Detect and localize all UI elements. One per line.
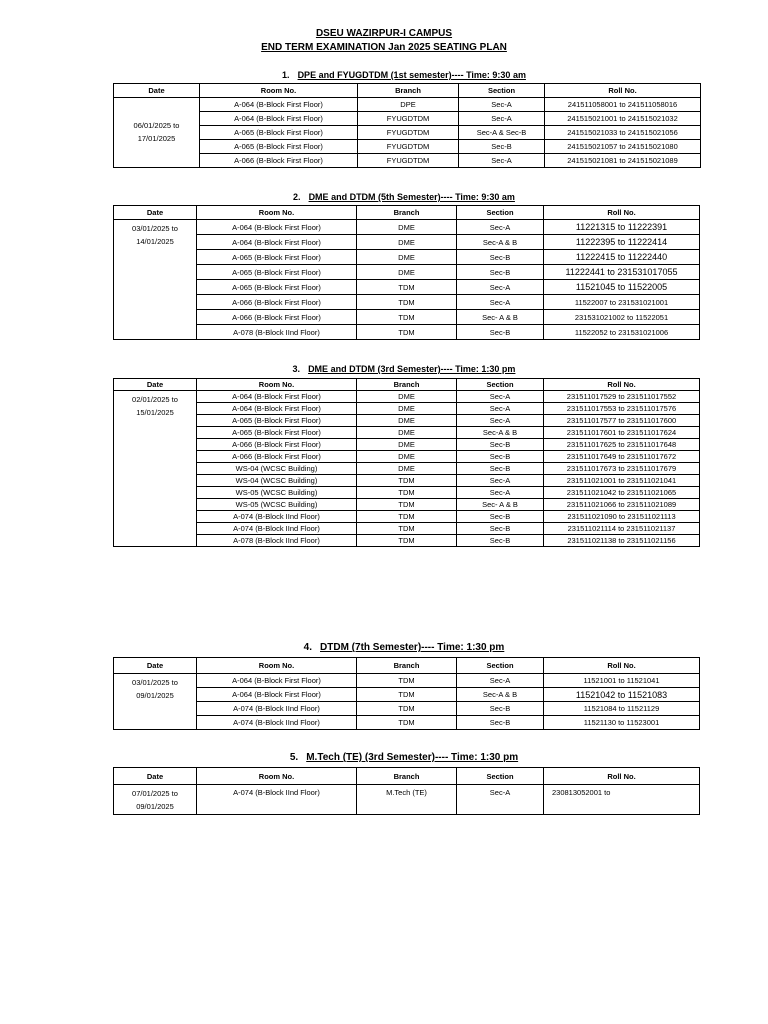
branch-cell: TDM <box>357 535 457 547</box>
section-5-table <box>113 767 700 815</box>
table-row <box>114 415 700 427</box>
section-cell: Sec- A & B <box>457 310 544 325</box>
section-cell: Sec-A & B <box>457 688 544 702</box>
room-cell: A-066 (B-Block First Floor) <box>197 310 357 325</box>
roll-cell: 11521130 to 11523001 <box>544 716 700 730</box>
table-row <box>114 265 700 280</box>
table-row <box>114 688 700 702</box>
section-cell: Sec-A & B <box>457 235 544 250</box>
section-cell: Sec-B <box>457 265 544 280</box>
table-row <box>114 126 701 140</box>
table-row <box>114 325 700 340</box>
roll-cell: 241511058001 to 241511058016 <box>545 98 701 112</box>
section-title: DME and DTDM (3rd Semester)---- Time: 1:30 pm <box>308 364 516 374</box>
section-cell: Sec-A <box>457 403 544 415</box>
room-cell: A-066 (B-Block First Floor) <box>197 451 357 463</box>
col-date: Date <box>114 768 197 785</box>
col-room: Room No. <box>197 206 357 220</box>
room-cell: A-074 (B-Block IInd Floor) <box>197 702 357 716</box>
col-section: Section <box>459 84 545 98</box>
table-row <box>114 427 700 439</box>
room-cell: A-064 (B-Block First Floor) <box>197 391 357 403</box>
section-1-heading <box>0 70 768 80</box>
room-cell: A-065 (B-Block First Floor) <box>200 126 358 140</box>
table-row <box>114 310 700 325</box>
section-cell: Sec-A <box>459 154 545 168</box>
roll-cell: 11222415 to 11222440 <box>544 250 700 265</box>
roll-cell: 231511021066 to 231511021089 <box>544 499 700 511</box>
table-row <box>114 295 700 310</box>
col-section: Section <box>457 768 544 785</box>
section-1-table <box>113 83 701 168</box>
roll-cell: 231511017673 to 231511017679 <box>544 463 700 475</box>
roll-cell: 11222395 to 11222414 <box>544 235 700 250</box>
col-section: Section <box>457 379 544 391</box>
roll-cell: 231531021002 to 11522051 <box>544 310 700 325</box>
section-cell: Sec-A <box>457 785 544 815</box>
col-date: Date <box>114 206 197 220</box>
table-row <box>114 250 700 265</box>
branch-cell: DME <box>357 415 457 427</box>
col-roll: Roll No. <box>544 379 700 391</box>
section-cell: Sec-A <box>457 487 544 499</box>
section-cell: Sec-A <box>459 112 545 126</box>
room-cell: A-074 (B-Block IInd Floor) <box>197 785 357 815</box>
header-row <box>114 84 701 98</box>
section-2-heading <box>0 192 768 202</box>
room-cell: A-065 (B-Block First Floor) <box>197 415 357 427</box>
campus-title: DSEU WAZIRPUR-I CAMPUS <box>315 28 453 39</box>
section-cell: Sec- A & B <box>457 499 544 511</box>
exam-title: END TERM EXAMINATION Jan 2025 SEATING PLAN <box>261 42 507 53</box>
roll-cell: 231511021042 to 231511021065 <box>544 487 700 499</box>
section-title: M.Tech (TE) (3rd Semester)---- Time: 1:30 pm <box>306 752 519 763</box>
col-branch: Branch <box>357 379 457 391</box>
col-room: Room No. <box>197 379 357 391</box>
table-row <box>114 702 700 716</box>
room-cell: A-078 (B-Block IInd Floor) <box>197 535 357 547</box>
roll-cell: 231511017577 to 231511017600 <box>544 415 700 427</box>
room-cell: A-065 (B-Block First Floor) <box>197 427 357 439</box>
section-cell: Sec-A <box>459 98 545 112</box>
roll-cell: 231511017601 to 231511017624 <box>544 427 700 439</box>
section-cell: Sec-A <box>457 220 544 235</box>
section-cell: Sec-B <box>459 140 545 154</box>
branch-cell: FYUGDTDM <box>358 112 459 126</box>
table-row <box>114 235 700 250</box>
branch-cell: TDM <box>357 499 457 511</box>
branch-cell: DME <box>357 235 457 250</box>
roll-cell: 11521001 to 11521041 <box>544 674 700 688</box>
branch-cell: DME <box>357 403 457 415</box>
date-cell: 06/01/2025 to 17/01/2025 <box>114 98 200 168</box>
section-number: 4. <box>303 642 313 653</box>
branch-cell: TDM <box>357 325 457 340</box>
col-date: Date <box>114 658 197 674</box>
branch-cell: DME <box>357 427 457 439</box>
room-cell: A-064 (B-Block First Floor) <box>197 688 357 702</box>
branch-cell: TDM <box>357 716 457 730</box>
room-cell: A-064 (B-Block First Floor) <box>200 98 358 112</box>
roll-cell: 231511021090 to 231511021113 <box>544 511 700 523</box>
section-cell: Sec-B <box>457 523 544 535</box>
table-row <box>114 439 700 451</box>
table-row <box>114 535 700 547</box>
section-number: 1. <box>282 70 290 80</box>
roll-cell: 241515021057 to 241515021080 <box>545 140 701 154</box>
roll-cell: 11221315 to 11222391 <box>544 220 700 235</box>
section-cell: Sec-B <box>457 535 544 547</box>
section-cell: Sec-A & Sec-B <box>459 126 545 140</box>
table-row <box>114 487 700 499</box>
roll-cell: 11521042 to 11521083 <box>544 688 700 702</box>
room-cell: WS-05 (WCSC Building) <box>197 487 357 499</box>
date-cell: 03/01/2025 to 14/01/2025 <box>114 220 197 340</box>
header-row <box>114 768 700 785</box>
header-row <box>114 658 700 674</box>
section-5-heading <box>0 752 768 763</box>
date-cell: 02/01/2025 to 15/01/2025 <box>114 391 197 547</box>
roll-cell: 11521084 to 11521129 <box>544 702 700 716</box>
table-row <box>114 463 700 475</box>
roll-cell: 231511017529 to 231511017552 <box>544 391 700 403</box>
table-row <box>114 220 700 235</box>
roll-cell: 231511021138 to 231511021156 <box>544 535 700 547</box>
col-branch: Branch <box>357 768 457 785</box>
room-cell: A-064 (B-Block First Floor) <box>200 112 358 126</box>
col-roll: Roll No. <box>544 768 700 785</box>
branch-cell: TDM <box>357 702 457 716</box>
date-cell: 03/01/2025 to 09/01/2025 <box>114 674 197 730</box>
roll-cell: 231511017553 to 231511017576 <box>544 403 700 415</box>
branch-cell: DME <box>357 220 457 235</box>
room-cell: A-064 (B-Block First Floor) <box>197 403 357 415</box>
room-cell: A-066 (B-Block First Floor) <box>197 295 357 310</box>
branch-cell: TDM <box>357 280 457 295</box>
branch-cell: DME <box>357 439 457 451</box>
section-4-table <box>113 657 700 730</box>
roll-cell: 241515021081 to 241515021089 <box>545 154 701 168</box>
col-date: Date <box>114 379 197 391</box>
branch-cell: FYUGDTDM <box>358 140 459 154</box>
room-cell: A-064 (B-Block First Floor) <box>197 674 357 688</box>
section-cell: Sec-A <box>457 674 544 688</box>
room-cell: A-078 (B-Block IInd Floor) <box>197 325 357 340</box>
table-row <box>114 511 700 523</box>
room-cell: A-065 (B-Block First Floor) <box>200 140 358 154</box>
col-branch: Branch <box>357 658 457 674</box>
section-cell: Sec-B <box>457 702 544 716</box>
section-number: 3. <box>292 364 301 374</box>
branch-cell: TDM <box>357 475 457 487</box>
header-row <box>114 379 700 391</box>
section-cell: Sec-B <box>457 250 544 265</box>
branch-cell: TDM <box>357 310 457 325</box>
section-cell: Sec-A <box>457 415 544 427</box>
room-cell: A-074 (B-Block IInd Floor) <box>197 523 357 535</box>
table-row <box>114 451 700 463</box>
branch-cell: TDM <box>357 511 457 523</box>
table-row <box>114 523 700 535</box>
roll-cell: 241515021001 to 241515021032 <box>545 112 701 126</box>
col-room: Room No. <box>197 768 357 785</box>
roll-cell: 231511021114 to 231511021137 <box>544 523 700 535</box>
room-cell: A-064 (B-Block First Floor) <box>197 235 357 250</box>
col-room: Room No. <box>197 658 357 674</box>
roll-cell: 231511017625 to 231511017648 <box>544 439 700 451</box>
branch-cell: TDM <box>357 295 457 310</box>
roll-cell: 230813052001 to <box>544 785 700 815</box>
branch-cell: TDM <box>357 688 457 702</box>
section-2-table <box>113 205 700 340</box>
section-cell: Sec-B <box>457 325 544 340</box>
table-row <box>114 674 700 688</box>
section-cell: Sec-A <box>457 391 544 403</box>
section-3-table <box>113 378 700 547</box>
branch-cell: DME <box>357 250 457 265</box>
room-cell: WS-04 (WCSC Building) <box>197 475 357 487</box>
col-date: Date <box>114 84 200 98</box>
col-branch: Branch <box>357 206 457 220</box>
table-row <box>114 499 700 511</box>
branch-cell: DPE <box>358 98 459 112</box>
room-cell: WS-05 (WCSC Building) <box>197 499 357 511</box>
branch-cell: FYUGDTDM <box>358 126 459 140</box>
room-cell: A-074 (B-Block IInd Floor) <box>197 511 357 523</box>
branch-cell: DME <box>357 391 457 403</box>
table-row <box>114 391 700 403</box>
branch-cell: DME <box>357 451 457 463</box>
branch-cell: M.Tech (TE) <box>357 785 457 815</box>
room-cell: A-065 (B-Block First Floor) <box>197 280 357 295</box>
table-row <box>114 112 701 126</box>
section-number: 2. <box>293 192 301 202</box>
room-cell: A-066 (B-Block First Floor) <box>197 439 357 451</box>
col-roll: Roll No. <box>545 84 701 98</box>
section-title: DME and DTDM (5th Semester)---- Time: 9:30 am <box>308 192 515 202</box>
table-row <box>114 403 700 415</box>
branch-cell: TDM <box>357 487 457 499</box>
date-cell: 07/01/2025 to 09/01/2025 <box>114 785 197 815</box>
section-title: DTDM (7th Semester)---- Time: 1:30 pm <box>320 642 505 653</box>
col-roll: Roll No. <box>544 206 700 220</box>
room-cell: A-074 (B-Block IInd Floor) <box>197 716 357 730</box>
table-row <box>114 140 701 154</box>
room-cell: A-066 (B-Block First Floor) <box>200 154 358 168</box>
header-row <box>114 206 700 220</box>
room-cell: WS-04 (WCSC Building) <box>197 463 357 475</box>
col-room: Room No. <box>200 84 358 98</box>
branch-cell: TDM <box>357 523 457 535</box>
section-cell: Sec-A & B <box>457 427 544 439</box>
branch-cell: DME <box>357 463 457 475</box>
section-cell: Sec-B <box>457 716 544 730</box>
section-cell: Sec-A <box>457 475 544 487</box>
roll-cell: 241515021033 to 241515021056 <box>545 126 701 140</box>
section-cell: Sec-A <box>457 295 544 310</box>
branch-cell: FYUGDTDM <box>358 154 459 168</box>
branch-cell: DME <box>357 265 457 280</box>
section-cell: Sec-B <box>457 439 544 451</box>
roll-cell: 11522052 to 231531021006 <box>544 325 700 340</box>
section-number: 5. <box>289 752 299 763</box>
roll-cell: 231511021001 to 231511021041 <box>544 475 700 487</box>
section-cell: Sec-B <box>457 463 544 475</box>
table-row <box>114 785 700 815</box>
section-cell: Sec-B <box>457 451 544 463</box>
roll-cell: 11521045 to 11522005 <box>544 280 700 295</box>
section-4-heading <box>0 642 768 653</box>
roll-cell: 231511017649 to 231511017672 <box>544 451 700 463</box>
section-cell: Sec-A <box>457 280 544 295</box>
room-cell: A-065 (B-Block First Floor) <box>197 250 357 265</box>
section-cell: Sec-B <box>457 511 544 523</box>
col-roll: Roll No. <box>544 658 700 674</box>
table-row <box>114 154 701 168</box>
roll-cell: 11222441 to 231531017055 <box>544 265 700 280</box>
table-row <box>114 716 700 730</box>
col-section: Section <box>457 206 544 220</box>
branch-cell: TDM <box>357 674 457 688</box>
section-title: DPE and FYUGDTDM (1st semester)---- Time: 9:30 am <box>297 70 526 80</box>
roll-cell: 11522007 to 231531021001 <box>544 295 700 310</box>
table-row <box>114 98 701 112</box>
room-cell: A-065 (B-Block First Floor) <box>197 265 357 280</box>
section-3-heading <box>0 364 768 374</box>
room-cell: A-064 (B-Block First Floor) <box>197 220 357 235</box>
table-row <box>114 475 700 487</box>
col-branch: Branch <box>358 84 459 98</box>
table-row <box>114 280 700 295</box>
col-section: Section <box>457 658 544 674</box>
